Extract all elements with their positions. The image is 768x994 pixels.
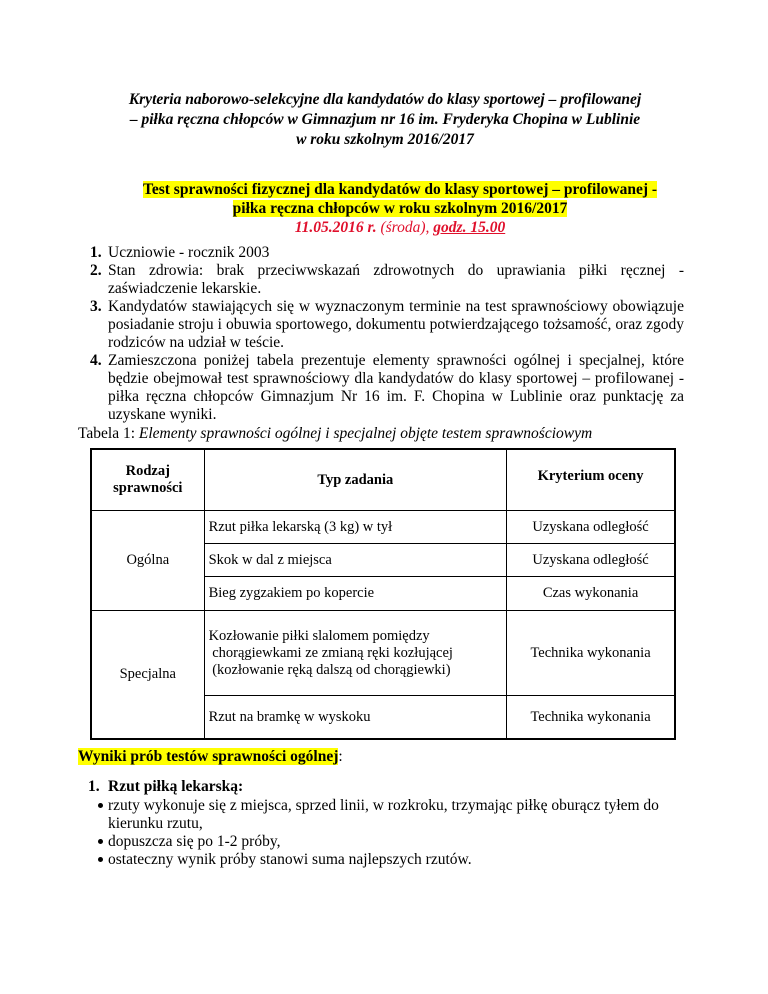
requirements-list bbox=[80, 244, 684, 424]
criterion-cell: Technika wykonania bbox=[507, 611, 675, 696]
header-criterion: Kryterium oceny bbox=[507, 449, 675, 511]
title-line-2: – piłka ręczna chłopców w Gimnazjum nr 16 im. Fryderyka Chopina w Lublinie bbox=[129, 111, 641, 128]
group-general: Ogólna bbox=[91, 511, 204, 611]
document-title bbox=[90, 90, 680, 150]
test-time: godz. 15.00 bbox=[433, 219, 506, 236]
test-title-line-2: piłka ręczna chłopców w roku szkolnym 2016/2017 bbox=[232, 200, 568, 217]
list-item: dopuszcza się po 1-2 próby, bbox=[98, 833, 688, 851]
list-item: rzuty wykonuje się z miejsca, sprzed linii, w rozkroku, trzymając piłkę oburącz tyłem do kierunku rzutu, bbox=[98, 797, 688, 833]
criterion-cell: Technika wykonania bbox=[507, 696, 675, 740]
test-title-line-1: Test sprawności fizycznej dla kandydatów do klasy sportowej – profilowanej - bbox=[142, 181, 658, 198]
list-item: 3. Kandydatów stawiających się w wyznaczonym terminie na test sprawnościowy obowiązuje posiadanie stroju i obuwia sportowego, dokumentu potwierdzającego tożsamość, oraz zgody rodziców na udział w teście. bbox=[90, 298, 684, 351]
table-row bbox=[91, 611, 675, 696]
rules-list bbox=[98, 797, 688, 869]
results-heading: Wyniki prób testów sprawności ogólnej: bbox=[78, 748, 343, 765]
criterion-cell: Uzyskana odległość bbox=[507, 511, 675, 544]
bullet-icon bbox=[98, 857, 103, 862]
title-line-1: Kryteria naborowo-selekcyjne dla kandydatów do klasy sportowej – profilowanej bbox=[128, 91, 642, 108]
table-header-row bbox=[91, 449, 675, 511]
task-cell: Rzut piłka lekarską (3 kg) w tył bbox=[204, 511, 507, 544]
criterion-cell: Uzyskana odległość bbox=[507, 544, 675, 577]
group-special: Specjalna bbox=[91, 611, 204, 740]
list-item: 2. Stan zdrowia: brak przeciwwskazań zdrowotnych do uprawiania piłki ręcznej - zaświadczenie lekarskie. bbox=[90, 262, 684, 297]
list-item: ostateczny wynik próby stanowi suma najlepszych rzutów. bbox=[98, 851, 688, 869]
test-day: (środa), bbox=[380, 219, 430, 236]
criterion-cell: Czas wykonania bbox=[507, 577, 675, 611]
task-cell: Rzut na bramkę w wyskoku bbox=[204, 696, 507, 740]
test-date: 11.05.2016 r. bbox=[294, 219, 377, 236]
criteria-table bbox=[90, 448, 676, 740]
test-info-block bbox=[120, 180, 680, 237]
bullet-icon bbox=[98, 839, 103, 844]
list-item: 4. Zamieszczona poniżej tabela prezentuje elementy sprawności ogólnej i specjalnej, które będzie obejmował test sprawnościowy dla kandydatów do klasy sportowej – profilowanej - piłka ręczna chłopców Gimnazjum Nr 16 im. F. Chopina w Lublinie oraz punktację za uzyskane wyniki. bbox=[90, 352, 684, 423]
list-item: 1. Uczniowie - rocznik 2003 bbox=[90, 244, 270, 261]
header-task: Typ zadania bbox=[204, 449, 507, 511]
test-date-line bbox=[120, 218, 680, 237]
task-cell: Kozłowanie piłki slalomem pomiędzy chorągiewkami ze zmianą ręki kozłującej (kozłowanie ręką dalszą od chorągiewki) bbox=[204, 611, 507, 696]
task-cell: Skok w dal z miejsca bbox=[204, 544, 507, 577]
sub-heading: 1. Rzut piłką lekarską: bbox=[88, 778, 244, 795]
title-line-3: w roku szkolnym 2016/2017 bbox=[296, 131, 474, 148]
bullet-icon bbox=[98, 803, 103, 808]
task-cell: Bieg zygzakiem po kopercie bbox=[204, 577, 507, 611]
header-type: Rodzaj sprawności bbox=[91, 449, 204, 511]
table-caption: Tabela 1: Elementy sprawności ogólnej i specjalnej objęte testem sprawnościowym bbox=[78, 425, 593, 442]
table-row bbox=[91, 511, 675, 544]
